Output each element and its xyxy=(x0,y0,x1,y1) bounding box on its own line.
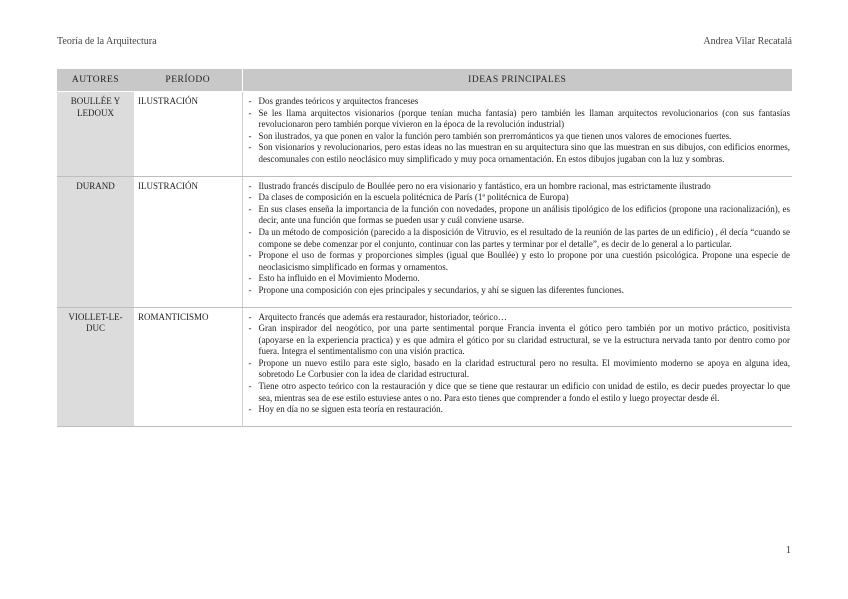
page-number: 1 xyxy=(786,545,791,556)
idea-item: - Son ilustrados, ya que ponen en valor la función pero también son prerrománticos ya que tienen unos valores de emociones fuertes. xyxy=(247,131,791,143)
column-header-ideas: IDEAS PRINCIPALES xyxy=(242,69,792,92)
ideas-list xyxy=(247,96,791,166)
idea-item: - Ilustrado francés discípulo de Boullée pero no era visionario y fantástico, era un hombre racional, mas estrictamente ilustrado xyxy=(247,181,791,193)
ideas-cell xyxy=(242,92,792,177)
idea-item: - Esto ha influido en el Movimiento Moderno. xyxy=(247,273,791,285)
idea-item: - Propone una composición con ejes principales y secundarios, y ahí se siguen las diferentes funciones. xyxy=(247,285,791,297)
ideas-list xyxy=(247,312,791,416)
ideas-cell xyxy=(242,307,792,426)
idea-item: - Gran inspirador del neogótico, por una parte sentimental porque Francia inventa el gótico pero también por un motivo práctico, positivista (apoyarse en la experiencia practica) y es que admira el gótico por su claridad estructural, se ve la estructura nervada tanto por dentro como por fuera. Integra el sentimentalismo con una visión practica. xyxy=(247,323,791,358)
author-cell: VIOLLET-LE-DUC xyxy=(57,307,134,426)
idea-item: - En sus clases enseña la importancia de la función con novedades, propone un análisis tipológico de los edificios (propone una racionalización), es decir, ante una función que formas se pueden usar y cuál conviene usarse. xyxy=(247,204,791,227)
column-header-period: PERÍODO xyxy=(134,69,242,92)
column-header-authors: AUTORES xyxy=(57,69,134,92)
header-author-name: Andrea Vilar Recatalá xyxy=(703,36,792,47)
authors-table xyxy=(57,69,792,427)
header-course-title: Teoría de la Arquitectura xyxy=(57,36,157,47)
idea-item: - Propone un nuevo estilo para este siglo, basado en la claridad estructural pero no resulta. El movimiento moderno se apoya en alguna idea, sobretodo Le Corbusier con la idea de claridad estructural. xyxy=(247,358,791,381)
table-row xyxy=(57,176,792,307)
table-row xyxy=(57,92,792,177)
idea-item: - Se les llama arquitectos visionarios (porque tenían mucha fantasía) pero también les llaman arquitectos revolucionarios (con sus fantasías revolucionaron pero también porque vivieron en la época de la revolución industrial) xyxy=(247,108,791,131)
table-header-row xyxy=(57,69,792,92)
idea-item: - Hoy en día no se siguen esta teoría en restauración. xyxy=(247,404,791,416)
ideas-cell xyxy=(242,176,792,307)
period-cell: ILUSTRACIÓN xyxy=(134,176,242,307)
idea-item: - Tiene otro aspecto teórico con la restauración y dice que se tiene que restaurar un edificio con unidad de estilo, es decir puedes proyectar lo que sea, mientras sea de ese estilo estuviese antes o no. Para esto tienes que comprender a fondo el estilo y luego proyectar desde él. xyxy=(247,381,791,404)
idea-item: - Arquitecto francés que además era restaurador, historiador, teórico… xyxy=(247,312,791,324)
period-cell: ROMANTICISMO xyxy=(134,307,242,426)
ideas-list xyxy=(247,181,791,297)
author-cell: DURAND xyxy=(57,176,134,307)
author-cell: BOULLÉE Y LEDOUX xyxy=(57,92,134,177)
idea-item: - Son visionarios y revolucionarios, pero estas ideas no las muestran en su arquitectura sino que las muestran en sus dibujos, con edificios enormes, descomunales con estilo neoclásico muy simplificado y muy poca ornamentación. En estos dibujos jugaban con la luz y sombras. xyxy=(247,142,791,165)
idea-item: - Dos grandes teóricos y arquitectos franceses xyxy=(247,96,791,108)
idea-item: - Da clases de composición en la escuela politécnica de París (1ª politécnica de Europa) xyxy=(247,192,791,204)
idea-item: - Propone el uso de formas y proporciones simples (igual que Boullée) y esto lo propone por una cuestión psicológica. Propone una especie de neoclasicismo simplificado en formas y ornamentos. xyxy=(247,250,791,273)
idea-item: - Da un método de composición (parecido a la disposición de Vitruvio, es el resultado de la reunión de las partes de un edificio) , él decía “cuando se compone se debe comenzar por el conjunto, continuar con las partes y terminar por el detalle”, es decir de lo general a lo particular. xyxy=(247,227,791,250)
period-cell: ILUSTRACIÓN xyxy=(134,92,242,177)
table-row xyxy=(57,307,792,426)
